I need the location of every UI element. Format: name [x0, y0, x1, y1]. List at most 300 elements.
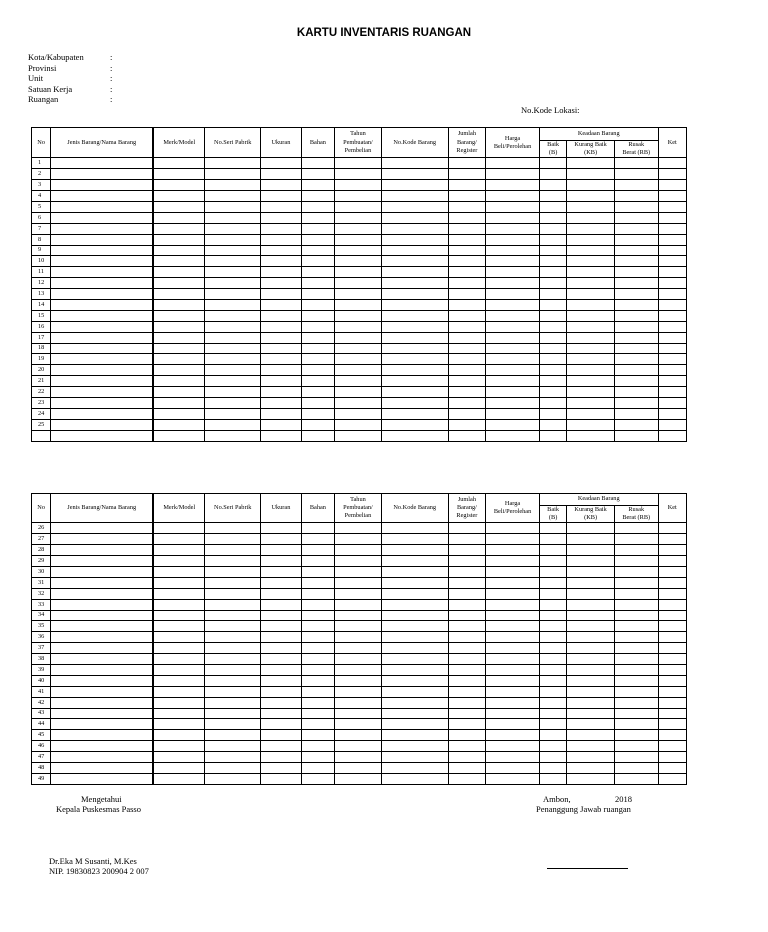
table-cell — [153, 256, 205, 267]
table-cell — [567, 545, 615, 556]
table-cell — [539, 201, 566, 212]
table-cell — [205, 430, 261, 441]
table-row — [32, 201, 687, 212]
col-header-keadaan-barang: Keadaan Barang — [539, 128, 658, 141]
table-cell — [486, 708, 540, 719]
table-cell — [539, 158, 566, 169]
table-cell — [381, 664, 448, 675]
table-cell — [335, 588, 382, 599]
table-cell — [205, 158, 261, 169]
table-cell — [205, 763, 261, 774]
table-cell — [261, 256, 302, 267]
table-row — [32, 654, 687, 665]
col-header-no-seri-pabrik: No.Seri Pabrik — [205, 494, 261, 523]
table-cell — [51, 223, 153, 234]
table-cell — [539, 599, 566, 610]
col-header-rusak-berat — [614, 506, 658, 523]
table-cell — [486, 773, 540, 784]
table-cell — [614, 332, 658, 343]
table-cell — [448, 773, 486, 784]
row-number: 12 — [32, 278, 51, 289]
table-cell — [448, 256, 486, 267]
table-cell — [381, 267, 448, 278]
table-cell — [539, 719, 566, 730]
col-header-jumlah-barang — [448, 494, 486, 523]
table-cell — [567, 599, 615, 610]
table-row — [32, 289, 687, 300]
table-cell — [51, 408, 153, 419]
table-cell — [381, 169, 448, 180]
table-cell — [301, 430, 334, 441]
table-cell — [486, 387, 540, 398]
table-cell — [448, 332, 486, 343]
table-row — [32, 545, 687, 556]
table-cell — [448, 267, 486, 278]
table-cell — [614, 408, 658, 419]
table-cell — [261, 577, 302, 588]
table-cell — [153, 321, 205, 332]
year-label: 2018 — [615, 794, 632, 804]
table-cell — [448, 321, 486, 332]
table-row — [32, 556, 687, 567]
row-number: 31 — [32, 577, 51, 588]
table-cell — [658, 299, 686, 310]
table-cell — [205, 256, 261, 267]
table-cell — [301, 169, 334, 180]
table-cell — [614, 556, 658, 567]
table-cell — [381, 245, 448, 256]
table-row — [32, 169, 687, 180]
table-cell — [486, 180, 540, 191]
table-cell — [381, 577, 448, 588]
table-cell — [301, 267, 334, 278]
table-cell — [539, 289, 566, 300]
table-cell — [614, 708, 658, 719]
table-cell — [153, 376, 205, 387]
table-cell — [658, 408, 686, 419]
table-cell — [205, 523, 261, 534]
table-cell — [301, 191, 334, 202]
table-cell — [567, 523, 615, 534]
table-cell — [153, 545, 205, 556]
table-cell — [153, 632, 205, 643]
table-cell — [261, 158, 302, 169]
table-cell — [335, 158, 382, 169]
table-cell — [567, 419, 615, 430]
table-cell — [381, 430, 448, 441]
table-cell — [335, 719, 382, 730]
table-cell — [205, 708, 261, 719]
info-row — [28, 73, 112, 84]
table-cell — [614, 180, 658, 191]
info-label: Ruangan — [28, 94, 59, 104]
table-cell — [448, 730, 486, 741]
table-cell — [381, 299, 448, 310]
table-cell — [335, 387, 382, 398]
table-cell — [51, 697, 153, 708]
table-cell — [261, 664, 302, 675]
table-cell — [448, 289, 486, 300]
row-number: 22 — [32, 387, 51, 398]
table-cell — [261, 419, 302, 430]
table-cell — [539, 212, 566, 223]
table-cell — [205, 599, 261, 610]
table-cell — [448, 343, 486, 354]
table-cell — [301, 752, 334, 763]
table-cell — [486, 365, 540, 376]
table-cell — [261, 730, 302, 741]
table-cell — [261, 212, 302, 223]
table-cell — [51, 354, 153, 365]
table-cell — [153, 763, 205, 774]
table-row — [32, 299, 687, 310]
table-cell — [335, 169, 382, 180]
table-cell — [567, 234, 615, 245]
table-cell — [448, 588, 486, 599]
table-cell — [567, 354, 615, 365]
table-cell — [335, 686, 382, 697]
table-cell — [567, 321, 615, 332]
table-cell — [381, 289, 448, 300]
table-cell — [153, 523, 205, 534]
table-cell — [486, 643, 540, 654]
table-cell — [614, 278, 658, 289]
table-cell — [567, 267, 615, 278]
table-cell — [614, 599, 658, 610]
table-cell — [658, 534, 686, 545]
table-cell — [205, 566, 261, 577]
table-cell — [381, 201, 448, 212]
table-cell — [301, 321, 334, 332]
table-cell — [539, 430, 566, 441]
table-cell — [205, 354, 261, 365]
table-cell — [205, 675, 261, 686]
table-cell — [567, 289, 615, 300]
table-cell — [381, 158, 448, 169]
table-cell — [486, 256, 540, 267]
table-cell — [335, 773, 382, 784]
table-cell — [658, 577, 686, 588]
table-cell — [381, 621, 448, 632]
row-number: 1 — [32, 158, 51, 169]
header-line: Rusak — [628, 506, 645, 513]
table-cell — [335, 697, 382, 708]
table-cell — [448, 523, 486, 534]
info-block — [28, 52, 112, 105]
table-cell — [335, 343, 382, 354]
table-cell — [448, 212, 486, 223]
table-cell — [381, 654, 448, 665]
table-cell — [301, 632, 334, 643]
table-cell — [658, 730, 686, 741]
table-cell — [301, 278, 334, 289]
table-cell — [205, 632, 261, 643]
table-cell — [539, 556, 566, 567]
table-cell — [486, 730, 540, 741]
row-number: 40 — [32, 675, 51, 686]
col-header-jumlah-barang — [448, 128, 486, 158]
info-colon: : — [110, 62, 113, 73]
table-cell — [51, 545, 153, 556]
table-cell — [301, 376, 334, 387]
row-number: 49 — [32, 773, 51, 784]
table-cell — [381, 719, 448, 730]
table-cell — [51, 708, 153, 719]
table-cell — [335, 234, 382, 245]
table-cell — [301, 664, 334, 675]
row-number: 11 — [32, 267, 51, 278]
table-cell — [335, 566, 382, 577]
table-cell — [539, 398, 566, 409]
table-cell — [153, 566, 205, 577]
table-cell — [261, 632, 302, 643]
table-cell — [614, 299, 658, 310]
table-cell — [448, 545, 486, 556]
table-cell — [381, 556, 448, 567]
table-cell — [614, 376, 658, 387]
table-cell — [335, 599, 382, 610]
table-cell — [658, 201, 686, 212]
table-cell — [448, 365, 486, 376]
table-cell — [51, 278, 153, 289]
table-cell — [567, 191, 615, 202]
table-cell — [448, 664, 486, 675]
table-cell — [335, 654, 382, 665]
table-cell — [381, 343, 448, 354]
table-cell — [448, 169, 486, 180]
row-number: 20 — [32, 365, 51, 376]
table-row — [32, 719, 687, 730]
table-cell — [658, 752, 686, 763]
header-line: Pembelian — [344, 146, 372, 154]
table-cell — [381, 321, 448, 332]
table-cell — [486, 223, 540, 234]
table-cell — [614, 256, 658, 267]
table-cell — [448, 299, 486, 310]
table-cell — [614, 158, 658, 169]
table-cell — [51, 654, 153, 665]
table-cell — [486, 191, 540, 202]
table-cell — [658, 169, 686, 180]
inventory-table-2 — [31, 493, 687, 785]
table-row — [32, 212, 687, 223]
col-header-merk-model: Merk/Model — [153, 494, 205, 523]
table-cell — [261, 610, 302, 621]
table-cell — [539, 256, 566, 267]
header-line: Kurang Baik — [574, 141, 607, 148]
table-cell — [153, 278, 205, 289]
table-cell — [486, 654, 540, 665]
table-cell — [381, 278, 448, 289]
table-cell — [539, 686, 566, 697]
table-cell — [614, 686, 658, 697]
table-cell — [205, 169, 261, 180]
header-line: Baik — [547, 506, 560, 513]
table-cell — [539, 643, 566, 654]
row-number — [32, 430, 51, 441]
table-cell — [51, 773, 153, 784]
table-cell — [51, 245, 153, 256]
table-cell — [205, 398, 261, 409]
info-row — [28, 94, 112, 105]
table-cell — [486, 621, 540, 632]
table-cell — [448, 763, 486, 774]
table-cell — [51, 180, 153, 191]
table-cell — [381, 408, 448, 419]
table-row — [32, 697, 687, 708]
table-cell — [567, 588, 615, 599]
table-cell — [51, 158, 153, 169]
table-cell — [539, 299, 566, 310]
table-cell — [301, 556, 334, 567]
info-colon: : — [110, 94, 113, 104]
table-cell — [567, 730, 615, 741]
table-cell — [658, 289, 686, 300]
table-cell — [335, 675, 382, 686]
table-row — [32, 365, 687, 376]
table-cell — [658, 365, 686, 376]
table-cell — [261, 523, 302, 534]
info-colon: : — [110, 52, 113, 62]
table-cell — [448, 577, 486, 588]
table-cell — [261, 643, 302, 654]
table-cell — [205, 545, 261, 556]
table-cell — [486, 523, 540, 534]
table-cell — [448, 632, 486, 643]
table-cell — [261, 408, 302, 419]
col-header-bahan: Bahan — [301, 494, 334, 523]
table-cell — [51, 376, 153, 387]
table-row — [32, 523, 687, 534]
table-cell — [153, 398, 205, 409]
table-cell — [205, 408, 261, 419]
table-cell — [381, 730, 448, 741]
table-cell — [51, 566, 153, 577]
table-cell — [381, 741, 448, 752]
table-cell — [301, 686, 334, 697]
table-cell — [335, 332, 382, 343]
table-cell — [335, 376, 382, 387]
table-cell — [486, 664, 540, 675]
table-row — [32, 664, 687, 675]
table-cell — [153, 332, 205, 343]
table-cell — [567, 708, 615, 719]
table-cell — [539, 191, 566, 202]
table-cell — [614, 577, 658, 588]
table-cell — [301, 599, 334, 610]
table-cell — [658, 610, 686, 621]
table-cell — [567, 675, 615, 686]
table-cell — [448, 310, 486, 321]
table-cell — [486, 419, 540, 430]
table-cell — [448, 654, 486, 665]
table-cell — [539, 169, 566, 180]
table-cell — [335, 256, 382, 267]
table-cell — [205, 365, 261, 376]
table-cell — [614, 654, 658, 665]
table-cell — [567, 566, 615, 577]
table-cell — [261, 588, 302, 599]
table-cell — [614, 588, 658, 599]
table-cell — [614, 354, 658, 365]
table-cell — [261, 332, 302, 343]
table-cell — [261, 310, 302, 321]
table-cell — [448, 556, 486, 567]
table-cell — [448, 158, 486, 169]
table-cell — [301, 365, 334, 376]
header-line: Kurang Baik — [574, 506, 607, 513]
table-cell — [539, 545, 566, 556]
table-cell — [448, 752, 486, 763]
info-label: Kota/Kabupaten — [28, 52, 84, 62]
table-cell — [335, 278, 382, 289]
table-cell — [261, 321, 302, 332]
table-cell — [381, 675, 448, 686]
table-cell — [486, 534, 540, 545]
table-cell — [51, 664, 153, 675]
table-cell — [486, 686, 540, 697]
table-cell — [153, 180, 205, 191]
table-cell — [381, 566, 448, 577]
table-cell — [614, 730, 658, 741]
table-cell — [381, 191, 448, 202]
table-cell — [153, 643, 205, 654]
table-row — [32, 419, 687, 430]
table-cell — [335, 201, 382, 212]
table-cell — [205, 419, 261, 430]
table-cell — [448, 398, 486, 409]
table-cell — [205, 332, 261, 343]
row-number: 2 — [32, 169, 51, 180]
row-number: 28 — [32, 545, 51, 556]
table-cell — [335, 556, 382, 567]
table-cell — [448, 223, 486, 234]
table-cell — [153, 223, 205, 234]
header-line: Register — [456, 146, 478, 154]
table-row — [32, 256, 687, 267]
table-cell — [658, 675, 686, 686]
table-cell — [261, 566, 302, 577]
table-cell — [381, 686, 448, 697]
table-cell — [448, 354, 486, 365]
inventory-table-1 — [31, 127, 687, 442]
header-line: Baik — [547, 141, 560, 148]
table-cell — [614, 675, 658, 686]
table-cell — [51, 212, 153, 223]
table-row — [32, 588, 687, 599]
table-cell — [205, 577, 261, 588]
table-cell — [261, 376, 302, 387]
table-cell — [658, 180, 686, 191]
col-header-baik — [539, 506, 566, 523]
table-cell — [567, 741, 615, 752]
table-cell — [205, 321, 261, 332]
row-number: 16 — [32, 321, 51, 332]
row-number: 21 — [32, 376, 51, 387]
table-cell — [539, 408, 566, 419]
header-line: Barang/ — [456, 138, 477, 146]
table-cell — [658, 398, 686, 409]
table-cell — [51, 741, 153, 752]
table-cell — [301, 398, 334, 409]
table-cell — [51, 610, 153, 621]
table-cell — [301, 158, 334, 169]
table-cell — [335, 523, 382, 534]
table-cell — [261, 289, 302, 300]
table-cell — [614, 398, 658, 409]
row-number: 17 — [32, 332, 51, 343]
col-header-bahan: Bahan — [301, 128, 334, 158]
